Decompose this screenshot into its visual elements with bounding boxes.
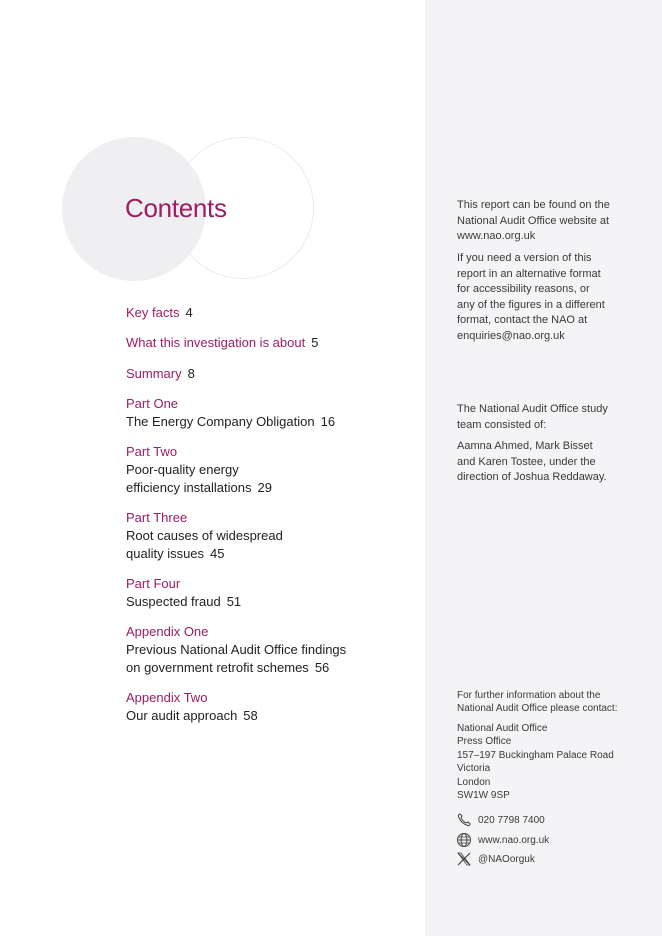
- toc-subtitle-line: The Energy Company Obligation 16: [126, 414, 336, 429]
- toc-page-number: 51: [226, 594, 242, 609]
- phone-contact[interactable]: [456, 812, 545, 828]
- toc-entry-summary[interactable]: [126, 365, 195, 383]
- toc-heading[interactable]: Part One: [126, 396, 179, 411]
- toc-entry-part-four[interactable]: [126, 575, 241, 611]
- toc-page-number: 5: [311, 335, 319, 350]
- study-team-members: Aamna Ahmed, Mark Bisset and Karen Tostee, under the direction of Joshua Reddaway.: [457, 440, 607, 484]
- toc-subtitle-line: Previous National Audit Office findings: [126, 642, 347, 657]
- toc-entry-appendix-two[interactable]: [126, 689, 258, 725]
- globe-icon: [456, 832, 472, 848]
- toc-heading[interactable]: Key facts: [126, 305, 180, 320]
- toc-subtitle-line: efficiency installations 29: [126, 480, 272, 495]
- toc-heading[interactable]: Summary: [126, 366, 182, 381]
- toc-entry-investigation[interactable]: [126, 334, 318, 352]
- toc-page-number: 45: [210, 546, 225, 561]
- accessibility-text: If you need a version of this report in an alternative format for accessibility reasons, or any of the figures in a different format, contact the NAO at enquiries@nao.org.uk: [457, 251, 632, 345]
- study-team-intro: The National Audit Office study team consisted of:: [457, 403, 608, 431]
- toc-entry-part-three[interactable]: [126, 509, 283, 563]
- address-block: National Audit Office Press Office 157–197 Buckingham Palace Road Victoria London SW1W 9SP: [457, 723, 614, 802]
- email-link[interactable]: enquiries@nao.org.uk: [457, 329, 565, 342]
- phone-number: 020 7798 7400: [478, 814, 545, 826]
- toc-subtitle-line: quality issues 45: [126, 546, 225, 561]
- toc-page-number: 16: [320, 414, 336, 429]
- toc-heading[interactable]: Appendix Two: [126, 690, 208, 705]
- x-logo-icon: [456, 851, 472, 867]
- toc-subtitle-line: Our audit approach 58: [126, 708, 258, 723]
- further-info-text: For further information about the National Audit Office please contact:: [457, 690, 618, 715]
- toc-subtitle-line: Root causes of widespread: [126, 528, 283, 543]
- website-contact[interactable]: [456, 832, 549, 848]
- toc-heading[interactable]: Part Three: [126, 510, 188, 525]
- toc-entry-part-two[interactable]: [126, 443, 272, 497]
- toc-heading[interactable]: Part Four: [126, 576, 181, 591]
- toc-entry-key-facts[interactable]: [126, 304, 193, 322]
- toc-page-number: 29: [257, 480, 272, 495]
- toc-page-number: 4: [185, 305, 193, 320]
- toc-page-number: 56: [314, 660, 330, 675]
- toc-page-number: 8: [187, 366, 195, 381]
- phone-icon: [456, 812, 472, 828]
- toc-entry-appendix-one[interactable]: [126, 623, 346, 677]
- toc-subtitle-line: on government retrofit schemes 56: [126, 660, 330, 675]
- toc-subtitle-line: Poor-quality energy: [126, 462, 239, 477]
- website-link[interactable]: www.nao.org.uk: [457, 230, 536, 243]
- website-url: www.nao.org.uk: [478, 834, 550, 846]
- report-location-text: This report can be found on the National Audit Office website at www.nao.org.uk: [457, 198, 632, 245]
- page-title: Contents: [125, 193, 227, 223]
- toc-page-number: 58: [243, 708, 258, 723]
- toc-heading[interactable]: What this investigation is about: [126, 335, 306, 350]
- social-contact[interactable]: [456, 851, 535, 867]
- toc-entry-part-one[interactable]: [126, 395, 335, 431]
- social-handle: @NAOorguk: [478, 853, 535, 865]
- toc-subtitle-line: Suspected fraud 51: [126, 594, 242, 609]
- toc-heading[interactable]: Appendix One: [126, 624, 209, 639]
- toc-heading[interactable]: Part Two: [126, 444, 178, 459]
